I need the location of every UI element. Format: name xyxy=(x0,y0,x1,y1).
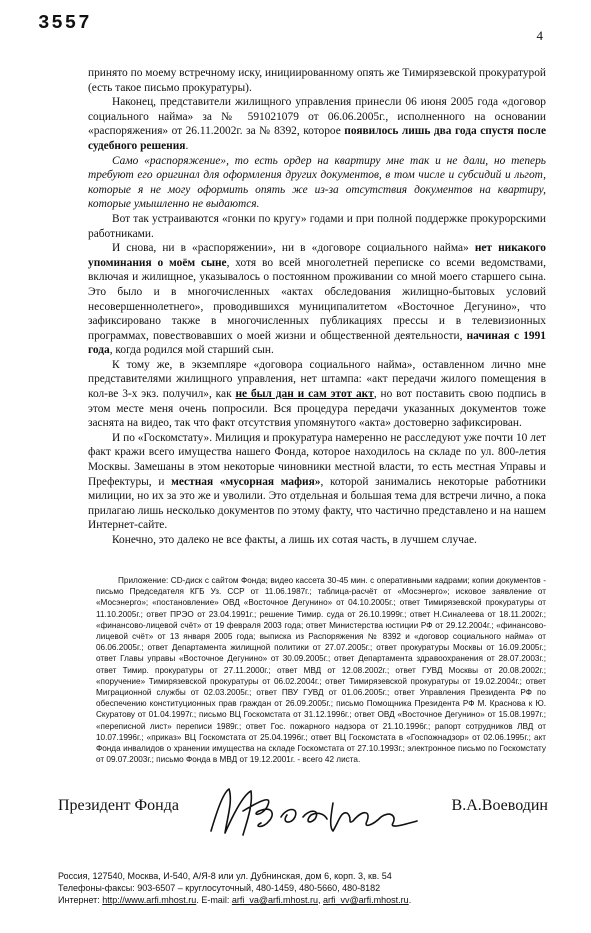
signature-block xyxy=(58,797,548,847)
footer-phones: Телефоны-факсы: 903-6507 – круглосуточный, 480-1459, 480-5660, 480-8182 xyxy=(58,883,381,893)
email-separator: , xyxy=(318,895,324,905)
paragraph-7 xyxy=(88,431,546,533)
page-number: 4 xyxy=(536,28,543,43)
contact-footer xyxy=(58,870,548,906)
paragraph-2-text: Наконец, представители жилищного управления принесли 06 июня 2005 года «договор социального найма» за № 591021079 от 06.06.2005г., исполненного на основании «распоряжения» от 26.11.2002г. за № 8392, которое xyxy=(88,96,546,138)
paragraph-2 xyxy=(88,95,546,153)
email-link-2[interactable]: arfi_vv@arfi.mhost.ru xyxy=(323,895,409,905)
footer-address: Россия, 127540, Москва, И-540, А/Я-8 или ул. Дубнинская, дом 6, корп. 3, кв. 54 xyxy=(58,871,392,881)
handwritten-signature xyxy=(203,781,433,843)
paragraph-1-text: принято по моему встречному иску, инициированному опять же Тимирязевской прокуратурой (есть такое письмо прокуратуры). xyxy=(88,67,546,94)
paragraph-3 xyxy=(88,154,546,212)
paragraph-6-emphasis: не был дан и сам этот акт xyxy=(235,388,374,401)
paragraph-7-end: , которой занимались некоторые работники милиции, но их за это же и уволили. Это отдельная и большая тема для встречи лично, а пока прилагаю лишь несколько документов по этому факту, что частично представлено и на нашем Интернет-сайте. xyxy=(88,475,546,532)
email-link-1[interactable]: arfi_va@arfi.mhost.ru xyxy=(231,895,318,905)
email-label: . E-mail: xyxy=(196,895,232,905)
footer-internet xyxy=(58,894,548,906)
paragraph-6-text: К тому же, в экземпляре «договора социального найма», оставленном лично мне представителями жилищного управления, нет штампа: «акт передачи жилого помещения в кол-ве 3-х экз. получил», как xyxy=(88,358,546,401)
paragraph-4 xyxy=(88,212,546,241)
paragraph-6-end: , но вот поставить свою подпись в этом месте меня очень попросили. Вся процедура передачи указанных документов тоже заснята на видео, так что факт отсутствия упомянутого «акта» достоверно зафиксирован. xyxy=(88,388,547,430)
signatory-name: В.А.Воеводин xyxy=(451,797,548,814)
paragraph-5-emphasis: нет никакого упоминания о моём сыне xyxy=(88,242,546,269)
paragraph-4-text: Вот так устраиваются «гонки по кругу» годами и при полной поддержке прокурорскими работниками. xyxy=(88,212,546,240)
internet-label: Интернет: xyxy=(58,895,103,905)
paragraph-8 xyxy=(88,533,546,548)
appendix-list xyxy=(96,575,546,765)
registration-number: 3557 xyxy=(38,12,92,34)
paragraph-3-text: Само «распоряжение», то есть ордер на квартиру мне так и не дали, но теперь требуют его оригинал для оформления других документов, в том числе и субсидий и льгот, которые я не могу оформить опять же из-за отсутствия документов на квартиру, которые умышленно не выдаются. xyxy=(88,154,546,211)
letter-body xyxy=(88,66,546,548)
paragraph-5-emphasis-2: начиная с 1991 года xyxy=(88,329,546,357)
website-link[interactable]: http://www.arfi.mhost.ru xyxy=(102,895,197,905)
paragraph-5-text: И снова, ни в «распоряжении», ни в «договоре социального найма» xyxy=(112,242,475,255)
paragraph-6 xyxy=(88,358,546,431)
paragraph-7-emphasis: местная «мусорная мафия» xyxy=(171,475,321,488)
paragraph-2-end: . xyxy=(185,139,189,152)
paragraph-2-emphasis: появилось лишь два года спустя после судебного решения xyxy=(88,125,546,152)
paragraph-1 xyxy=(88,66,546,95)
appendix-text: Приложение: CD-диск с сайтом Фонда; видео кассета 30-45 мин. с оперативными кадрами; копии документов - письмо Председателя КГБ Уз. ССР от 11.06.1987г.; таблица-расчёт от «Мосэнерго»; исковое заявление от «Мосэнерго»; «постановление» ОВД «Восточное Дегунино» от 04.10.2005г.; ответ Тимирязевской прокуратуры от 11.10.2005г.; ответ ПРЭО от 23.04.1991г.; решение Тимир. суда от 26.10.1999г.; ответ Н.Синалеева от 18.11.2002г.; «финансово-лицевой счёт» от 19 февраля 2003 года; ответ Министерства юстиции РФ от 29.12.2004г.; «финансово-лицевой счёт» от 13 января 2005 года; выписка из Распоряжения № 8392 и «договор социального найма» от 06.06.2005г.; ответ Департамента жилищной политики от 27.07.2005г.; ответ прокуратуры Москвы от 16.09.2005г.; ответ Главы управы «Восточное Дегунино» от 30.09.2005г.; ответ Департамента здравоохранения от 28.07.2003г.; ответ Тимир. прокуратуры от 27.11.2000г.; ответ МВД от 12.08.2002г.; ответ ГУВД Москвы от 20.08.2002г.; «поручение» Тимирязевской прокуратуры от 06.02.2004г.; ответ Тимирязевской прокуратуры от 19.02.2004г.; ответ Миграционной службы от 02.03.2005г.; ответ ПВУ ГУВД от 01.06.2005г.; ответ Управления Президента РФ по обеспечению конституционных прав граждан от 26.09.2005г.; письмо Помощника Президента РФ М. Краснова к Ю. Скуратову от 01.04.1997г.; письмо ВЦ Госкомстата от 31.12.1996г.; ответ ОВД «Восточное Дегунино» от 15.08.1997г.; «переписной лист» переписи 1989г.; ответ Гос. пожарного надзора от 21.10.1996г.; рапорт сотрудников ЛВД от 10.07.1996г.; «приказ» ВЦ Госкомстата от 25.04.1996г.; ответ ВЦ Госкомстата в «Госпожнадзор» от 02.06.1995г.; акт Фонда инвалидов о хранении имущества на складе Госкомстата от 27.10.1993г.; электронное письмо по Госкомстату от 09.07.2003г.; письмо Фонда в МВД от 19.12.2001г. - всего 42 листа. xyxy=(96,576,546,765)
paragraph-8-text: Конечно, это далеко не все факты, а лишь их сотая часть, в лучшем случае. xyxy=(112,534,477,546)
paragraph-5-end: , когда родился мой старший сын. xyxy=(109,344,274,357)
paragraph-5 xyxy=(88,241,546,358)
footer-end: . xyxy=(408,895,412,905)
paragraph-7-text: И по «Госкомстату». Милиция и прокуратура намеренно не расследуют уже почти 10 лет факт кражи всего имущества нашего Фонда, которое находилось на складе по ул. 800-летия Москвы. Замешаны в этом некоторые чиновники местной власти, то есть местная Управы и Префектуры, и xyxy=(88,431,546,488)
signatory-title: Президент Фонда xyxy=(58,797,179,814)
paragraph-5-middle: , хотя во всей многолетней переписке со всеми ведомствами, включая и жилищное, указывалось о постоянном проживании со мной моего старшего сына. Это было и в многочисленных «актах обследования жилищно-бытовых условий несовершеннолетнего», проводившихся муниципалитетом «Восточное Дегунино», что зафиксировано также в многочисленных публикациях прессы и в телевизионных программах, повествовавших о моей жизни и общественной деятельности, xyxy=(88,256,546,342)
